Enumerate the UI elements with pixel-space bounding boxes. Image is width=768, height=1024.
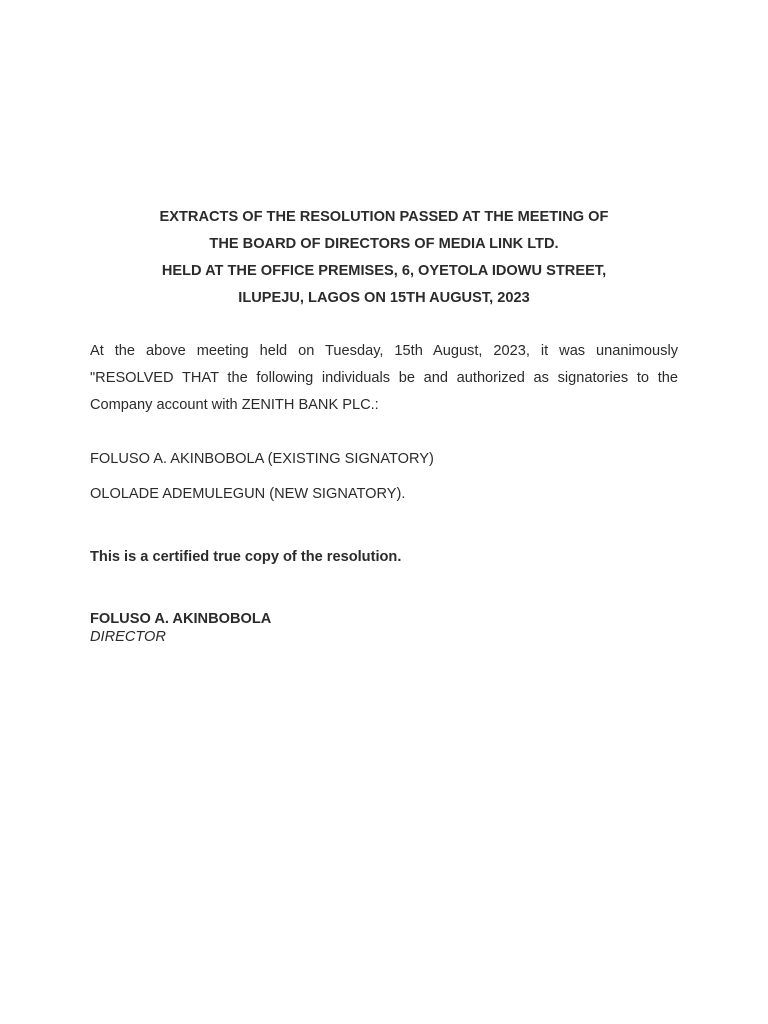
- heading-line-2: THE BOARD OF DIRECTORS OF MEDIA LINK LTD.: [209, 236, 559, 252]
- heading-line-1: EXTRACTS OF THE RESOLUTION PASSED AT THE MEETING OF: [159, 209, 609, 225]
- signatory-new: OLOLADE ADEMULEGUN (NEW SIGNATORY).: [90, 486, 406, 502]
- heading-line-3: HELD AT THE OFFICE PREMISES, 6, OYETOLA IDOWU STREET,: [161, 263, 607, 279]
- resolution-paragraph: At the above meeting held on Tuesday, 15th August, 2023, it was unanimously "RESOLVED THAT the following individuals be and authorized as signatories to the Company account with ZENITH BANK PLC.:: [90, 343, 678, 413]
- signer-title: DIRECTOR: [90, 629, 166, 645]
- signatory-existing: FOLUSO A. AKINBOBOLA (EXISTING SIGNATORY): [90, 451, 434, 467]
- resolution-heading: [90, 204, 678, 312]
- signer-name: FOLUSO A. AKINBOBOLA: [90, 611, 272, 627]
- certification-statement: This is a certified true copy of the resolution.: [90, 549, 402, 565]
- heading-line-4: ILUPEJU, LAGOS ON 15TH AUGUST, 2023: [238, 290, 530, 306]
